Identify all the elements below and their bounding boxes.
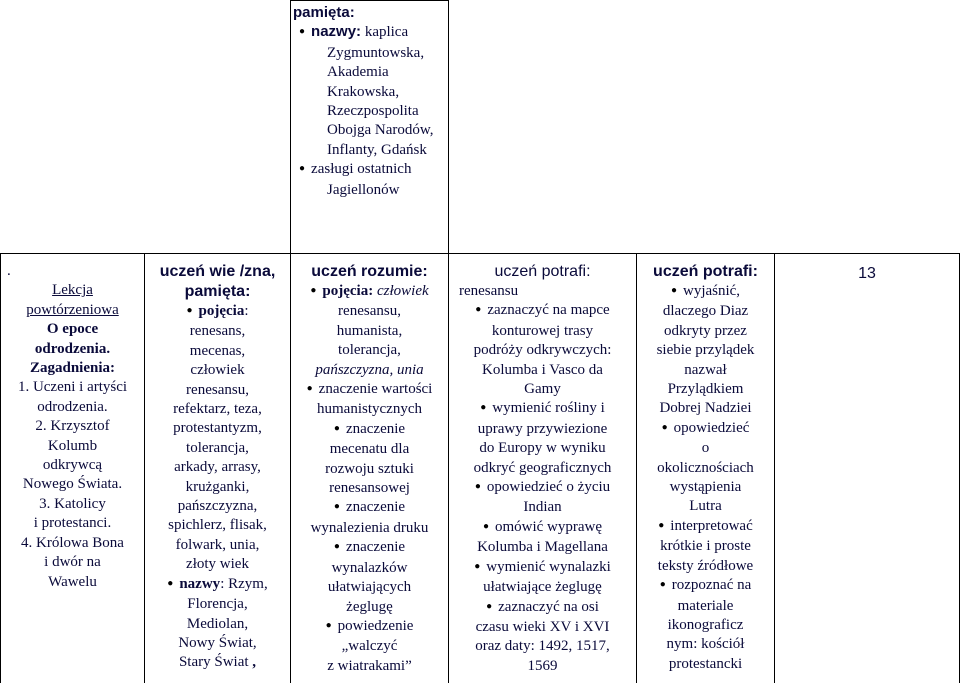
text-line: nym: kościół: [666, 636, 745, 653]
concept: refektarz, teza,: [173, 401, 262, 418]
text-line: „walczyć: [341, 638, 398, 655]
concept: renesansu,: [338, 303, 401, 320]
can-item: ● zaznaczyć na mapce: [449, 301, 636, 321]
can-item: ● interpretować: [637, 517, 774, 537]
can-item: ● rozpoznać na: [637, 576, 774, 596]
concept: człowiek: [190, 362, 245, 379]
text-line: krótkie i proste: [660, 538, 751, 555]
table-line: [290, 0, 448, 1]
concept: mecenas,: [189, 342, 246, 359]
text-line: humanistycznych: [317, 401, 422, 418]
text-line: Rzeczpospolita: [327, 103, 419, 120]
column-heading: uczeń potrafi:: [494, 263, 591, 280]
text-line: wynalazków: [331, 559, 408, 576]
issue-item: i dwór na: [44, 554, 101, 571]
text-line: renesansowej: [329, 480, 410, 497]
topic: O epoce: [46, 321, 99, 338]
page-number: 13: [858, 265, 876, 282]
text-line: materiale: [677, 597, 734, 614]
text-line: mecenatu dla: [329, 441, 410, 458]
concept: humanista,: [336, 322, 403, 339]
top-cell-heading: pamięta:: [293, 4, 355, 21]
text-line: Indian: [523, 499, 562, 516]
can-item: ● zaznaczyć na osi: [449, 598, 636, 618]
text-line: ułatwiających: [327, 579, 412, 596]
text-line: wynalezienia druku: [310, 519, 429, 536]
top-cell-names-line: ● nazwy: kaplica: [293, 22, 447, 43]
concept: złoty wiek: [186, 556, 249, 573]
text-line: Akademia: [327, 64, 389, 81]
text-line: Inflanty, Gdańsk: [327, 141, 427, 158]
understand-item: ● znaczenie wartości: [291, 380, 448, 400]
understand-item: ● znaczenie: [291, 420, 448, 440]
text-line: protestancki: [668, 655, 743, 672]
concept: krużganki,: [185, 478, 250, 495]
text-line: Krakowska,: [327, 83, 400, 100]
text-line: renesansu: [459, 283, 519, 299]
name: Nowy Świat,: [178, 634, 257, 651]
text-line: nazwał: [684, 361, 727, 378]
text-line: siebie przylądek: [656, 342, 755, 359]
text-line: Kolumba i Magellana: [477, 539, 608, 556]
concepts-label: pojęcia: [198, 303, 245, 319]
merits-line: ● zasługi ostatnich: [293, 160, 447, 180]
concept: pańszczyzna, unia: [315, 361, 424, 378]
text-line: odkryty przez: [664, 322, 747, 339]
concept: protestantyzm,: [173, 420, 262, 437]
text-line: dlaczego Diaz: [662, 303, 749, 320]
concepts-line: ● pojęcia:: [145, 302, 290, 322]
understand-item: ● znaczenie: [291, 538, 448, 558]
table-line: [448, 0, 449, 253]
column-heading: uczeń rozumie:: [311, 263, 428, 280]
text-line: Jagiellonów: [327, 181, 400, 198]
concept: spichlerz, flisak,: [168, 517, 267, 534]
text-line: czasu wieki XV i XVI: [475, 618, 610, 635]
concept: tolerancja,: [338, 342, 401, 359]
text-line: żeglugę: [346, 598, 393, 615]
issue-item: odrodzenia.: [37, 398, 108, 415]
text-line: Kolumba i Vasco da: [482, 361, 603, 378]
text-line: teksty źródłowe: [657, 557, 754, 574]
issues-label: Zagadnienia:: [29, 360, 116, 377]
names-line: ● nazwy: Rzym,: [145, 575, 290, 595]
text-line: wystąpienia: [669, 479, 742, 496]
text-line: do Europy w wyniku: [479, 440, 606, 457]
text-line: z wiatrakami”: [327, 657, 412, 674]
text-line: 1569: [527, 657, 558, 674]
text-line: ułatwiające żeglugę: [483, 579, 602, 596]
name: Florencja,: [187, 596, 248, 613]
text-line: Gamy: [524, 381, 561, 398]
text-line: podróży odkrywczych:: [473, 342, 612, 359]
text-line: Zygmuntowska,: [327, 44, 425, 61]
lesson-cell: [1, 262, 144, 592]
concept: renesans,: [189, 323, 246, 340]
can-item: ● wyjaśnić,: [637, 282, 774, 302]
text-line: Dobrej Nadziei: [659, 400, 752, 417]
issue-item: 4. Królowa Bona: [21, 534, 124, 551]
lesson-title: powtórzeniowa: [26, 301, 119, 318]
concept: renesansu,: [186, 381, 249, 398]
can-cell-2: [637, 262, 774, 674]
text-line: okolicznościach: [657, 459, 754, 476]
text-line: Przylądkiem: [667, 381, 744, 398]
column-heading: uczeń potrafi:: [653, 263, 758, 280]
understand-item: ● znaczenie: [291, 498, 448, 518]
concept: arkady, arrasy,: [174, 459, 261, 476]
concepts-label: pojęcia:: [322, 283, 374, 299]
issue-item: Nowego Świata.: [22, 476, 123, 493]
table-line: [774, 253, 775, 683]
text-line: Obojga Narodów,: [327, 122, 434, 139]
name: Mediolan,: [186, 615, 249, 632]
issue-item: 2. Krzysztof: [35, 418, 110, 435]
text-line: o: [701, 440, 710, 457]
text-line: ikonograficz: [667, 616, 744, 633]
understands-cell: [291, 262, 448, 676]
dot: .: [7, 263, 11, 279]
concepts-line: ● pojęcia: człowiek: [291, 282, 448, 302]
can-cell-1: [449, 262, 636, 676]
understand-item: ● powiedzenie: [291, 617, 448, 637]
issue-item: i protestanci.: [33, 515, 112, 532]
concept: folwark, unia,: [175, 536, 260, 553]
can-item: ● wymienić rośliny i: [449, 399, 636, 419]
lesson-title: Lekcja: [52, 282, 93, 299]
issue-item: 3. Katolicy: [39, 495, 106, 512]
column-heading: pamięta:: [184, 283, 251, 300]
text-line: rozwoju sztuki: [325, 460, 414, 477]
text-line: Lutra: [689, 498, 722, 515]
concept: pańszczyzna,: [177, 498, 258, 515]
top-cell: [291, 3, 447, 200]
text-line: konturowej trasy: [491, 322, 594, 339]
issue-item: Kolumb: [47, 437, 98, 454]
can-item: ● wymienić wynalazki: [449, 558, 636, 578]
can-item: ● opowiedzieć o życiu: [449, 478, 636, 498]
concept: tolerancja,: [186, 439, 249, 456]
names-label: nazwy: [179, 575, 221, 592]
name: Stary Świat ,: [178, 654, 257, 671]
text-line: oraz daty: 1492, 1517,: [475, 638, 610, 655]
text-line: uprawy przywiezione: [477, 420, 608, 437]
page-number-cell: [775, 264, 959, 283]
text-line: odkryć geograficznych: [473, 459, 612, 476]
knows-cell: [145, 262, 290, 673]
topic: odrodzenia.: [34, 340, 111, 357]
can-item: ● omówić wyprawę: [449, 518, 636, 538]
issue-item: Wawelu: [48, 573, 97, 590]
issue-item: odkrywcą: [42, 457, 103, 474]
can-item: ● opowiedzieć: [637, 419, 774, 439]
names-label: nazwy:: [311, 23, 362, 41]
issue-item: 1. Uczeni i artyści: [17, 379, 128, 396]
column-heading: uczeń wie /zna,: [159, 263, 276, 280]
